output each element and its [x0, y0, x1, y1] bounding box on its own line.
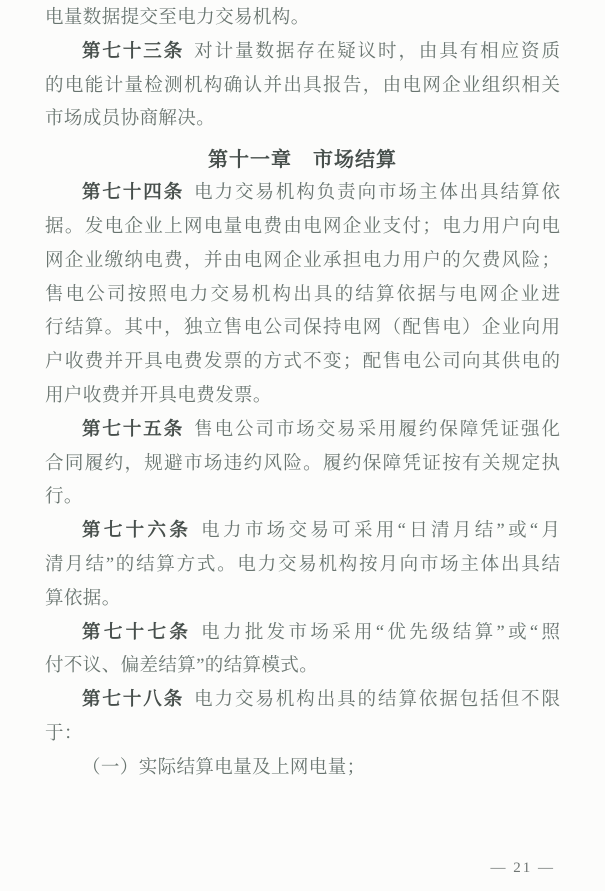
line-text: 行。: [45, 487, 83, 508]
text-line: [45, 684, 560, 718]
line-text: 合同履约，规避市场违约风险。履约保障凭证按有关规定执: [45, 453, 560, 474]
text-line: [45, 718, 560, 752]
paragraph: [45, 515, 560, 616]
line-text: 据。发电企业上网电量电费由电网企业支付；电力用户向电: [45, 216, 560, 237]
text-line: [45, 346, 560, 380]
article-number: 第七十四条: [82, 183, 185, 204]
text-line: [45, 380, 560, 414]
text-line: [45, 36, 560, 70]
text-line: [45, 279, 560, 313]
line-text: （一）实际结算电量及上网电量；: [82, 757, 366, 778]
text-line: [45, 103, 560, 137]
text-line: [45, 583, 560, 617]
line-text: 对计量数据存在疑议时，由具有相应资质: [194, 41, 560, 62]
line-text: 市场成员协商解决。: [45, 109, 216, 130]
paragraph: [45, 684, 560, 752]
line-text: 电力市场交易可采用“日清月结”或“月: [201, 521, 560, 542]
document-body: [45, 2, 560, 786]
text-line: [45, 177, 560, 211]
text-line: [45, 617, 560, 651]
article-number: 第七十七条: [82, 622, 192, 643]
line-text: 的电能计量检测机构确认并出具报告，由电网企业组织相关: [45, 75, 560, 96]
text-line: [45, 211, 560, 245]
line-text: 户收费并开具电费发票的方式不变；配售电公司向其供电的: [45, 352, 560, 373]
line-text: 于：: [45, 723, 83, 744]
paragraph: [45, 177, 560, 414]
line-text: 付不议、偏差结算”的结算模式。: [45, 656, 319, 677]
text-line: [45, 414, 560, 448]
line-text: 算依据。: [45, 588, 121, 609]
text-line: [45, 70, 560, 104]
text-line: [45, 650, 560, 684]
line-text: 行结算。其中，独立售电公司保持电网（配售电）企业向用: [45, 318, 560, 339]
article-number: 第七十八条: [82, 690, 185, 711]
line-text: 清月结”的结算方式。电力交易机构按月向市场主体出具结: [45, 554, 560, 575]
line-text: 电量数据提交至电力交易机构。: [45, 8, 310, 28]
text-line: [45, 2, 560, 36]
text-line: [45, 549, 560, 583]
line-text: 售电公司市场交易采用履约保障凭证强化: [194, 419, 560, 440]
line-text: 售电公司按照电力交易机构出具的结算依据与电网企业进: [45, 284, 560, 305]
line-text: 电力交易机构负责向市场主体出具结算依: [194, 183, 560, 204]
line-text: 用户收费并开具电费发票。: [45, 385, 272, 406]
page-number: — 21 —: [490, 860, 555, 876]
paragraph: [45, 617, 560, 685]
text-line: [45, 448, 560, 482]
line-text: 电力批发市场采用“优先级结算”或“照: [201, 622, 560, 643]
text-line: [45, 515, 560, 549]
paragraph: [45, 2, 560, 36]
article-number: 第七十三条: [82, 41, 185, 62]
line-text: 网企业缴纳电费，并由电网企业承担电力用户的欠费风险；: [45, 250, 560, 271]
text-line: [45, 752, 560, 786]
article-number: 第七十六条: [82, 521, 192, 542]
text-line: [45, 312, 560, 346]
line-text: 电力交易机构出具的结算依据包括但不限: [194, 690, 560, 711]
paragraph: [45, 752, 560, 786]
article-number: 第七十五条: [82, 419, 185, 440]
chapter-heading: 第十一章 市场结算: [208, 149, 397, 172]
text-line: [45, 245, 560, 279]
paragraph: [45, 36, 560, 137]
text-line: [45, 481, 560, 515]
paragraph: [45, 414, 560, 515]
